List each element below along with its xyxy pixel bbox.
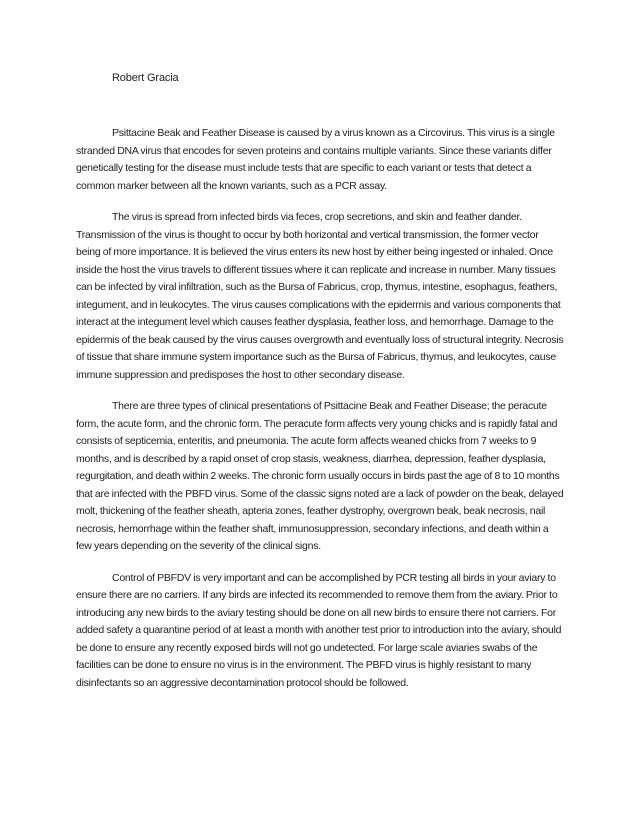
paragraph-cause: Psittacine Beak and Feather Disease is caused by a virus known as a Circovirus. This virus is a single stranded DNA virus that encodes for seven proteins and contains multiple variants. Since these variants differ genetically testing for the disease must include tests that are specific to each variant or tests that detect a common marker between all the known variants, such as a PCR assay.	[76, 127, 555, 192]
author-name: Robert Gracia	[112, 72, 179, 84]
paragraph-clinical-forms: There are three types of clinical presentations of Psittacine Beak and Feather Disease; the peracute form, the acute form, and the chronic form. The peracute form affects very young chicks and is rapidly fatal and consists of septicemia, enteritis, and pneumonia. The acute form affects weaned chicks from 7 weeks to 9 months, and is described by a rapid onset of crop stasis, weakness, diarrhea, depression, feather dysplasia, regurgitation, and death within 2 weeks. The chronic form usually occurs in birds past the age of 8 to 10 months that are infected with the PBFD virus. Some of the classic signs noted are a lack of powder on the beak, delayed molt, thickening of the feather sheath, apteria zones, feather dystrophy, overgrown beak, beak necrosis, nail necrosis, hemorrhage within the feather shaft, immunosuppression, secondary infections, and death within a few years depending on the severity of the clinical signs.	[76, 400, 564, 552]
paragraph-control: Control of PBFDV is very important and can be accomplished by PCR testing all birds in your aviary to ensure there are no carriers. If any birds are infected its recommended to remove them from the aviary. Prior to introducing any new birds to the aviary testing should be done on all new birds to ensure there not carriers. For added safety a quarantine period of at least a month with another test prior to introduction into the aviary, should be done to ensure any recently exposed birds will not go undetected. For large scale aviaries swabs of the facilities can be done to ensure no virus is in the environment. The PBFD virus is highly resistant to many disinfectants so an aggressive decontamination protocol should be followed.	[76, 571, 562, 689]
document-body	[76, 125, 564, 706]
paragraph-transmission: The virus is spread from infected birds via feces, crop secretions, and skin and feather dander. Transmission of the virus is thought to occur by both horizontal and vertical transmission, the former vector being of more importance. It is believed the virus enters its new host by either being ingested or inhaled. Once inside the host the virus travels to different tissues where it can replicate and increase in number. Many tissues can be infected by viral infiltration, such as the Bursa of Fabricus, crop, thymus, intestine, esophagus, feathers, integument, and in leukocytes. The virus causes complications with the epidermis and various components that interact at the integument level which causes feather dysplasia, feather loss, and hemorrhage. Damage to the epidermis of the beak caused by the virus causes overgrowth and eventually loss of structural integrity. Necrosis of tissue that share immune system importance such as the Bursa of Fabricus, thymus, and leukocytes, cause immune suppression and predisposes the host to other secondary disease.	[76, 211, 564, 381]
